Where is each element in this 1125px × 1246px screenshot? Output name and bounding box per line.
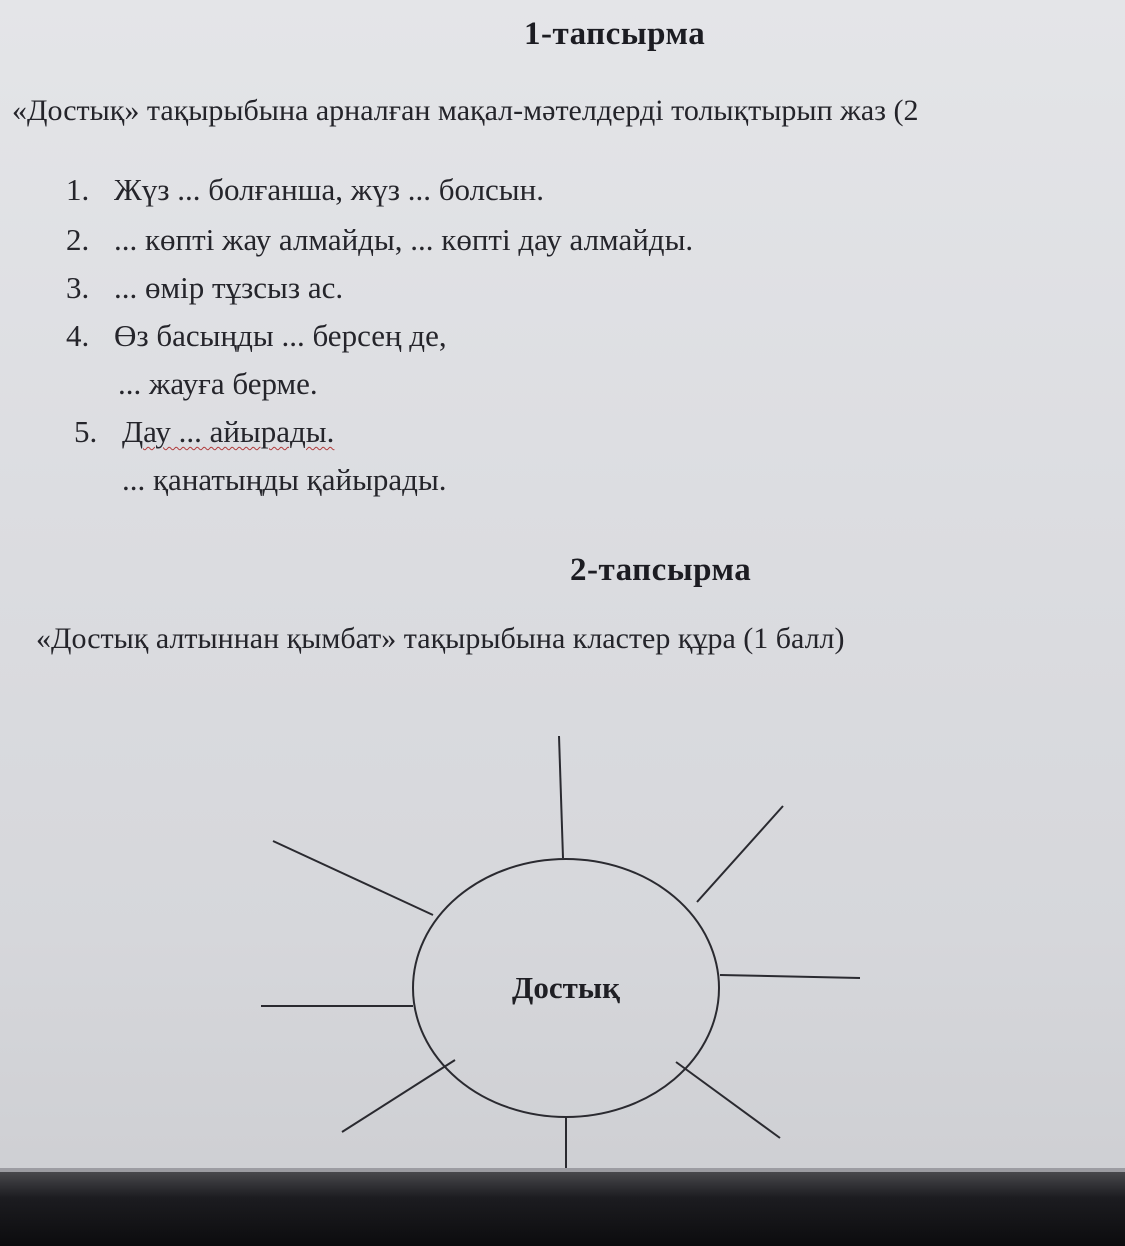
task-1-instruction: «Достық» тақырыбына арналған мақал-мәтелдерді толықтырып жаз (2 — [12, 94, 919, 127]
cluster-center-label: Достық — [512, 970, 620, 1005]
proverb-text: Өз басыңды ... берсең де, — [114, 318, 447, 353]
proverb-item-5-continuation: ... қанатыңды қайырады. — [122, 462, 447, 497]
task-2-instruction: «Достық алтыннан қымбат» тақырыбына кластер құра (1 балл) — [36, 622, 845, 655]
proverb-text: ... өмір тұзсыз ас. — [114, 270, 344, 305]
cluster-branch-bottom-right — [676, 1062, 780, 1138]
task-1-title: 1-тапсырма — [524, 16, 706, 52]
cluster-branch-right — [720, 975, 860, 978]
monitor-bezel — [0, 1172, 1125, 1246]
proverb-item-4-continuation: ... жауға берме. — [118, 366, 318, 401]
task-2-title: 2-тапсырма — [570, 552, 752, 588]
cluster-branch-top-right — [697, 806, 783, 902]
cluster-branch-top — [559, 736, 563, 858]
proverb-text: Жүз ... болғанша, жүз ... болсын. — [114, 172, 544, 207]
cluster-branch-bottom-left — [342, 1060, 455, 1132]
proverb-text: ... көпті жау алмайды, ... көпті дау алмайды. — [114, 222, 694, 257]
proverb-number: 2. — [66, 222, 90, 257]
proverb-number: 3. — [66, 270, 90, 305]
proverb-number: 4. — [66, 318, 90, 353]
proverb-text: Дау ... айырады. — [122, 414, 335, 449]
cluster-branch-top-left — [273, 841, 433, 915]
proverb-number: 1. — [66, 172, 90, 207]
proverb-number: 5. — [74, 414, 98, 449]
